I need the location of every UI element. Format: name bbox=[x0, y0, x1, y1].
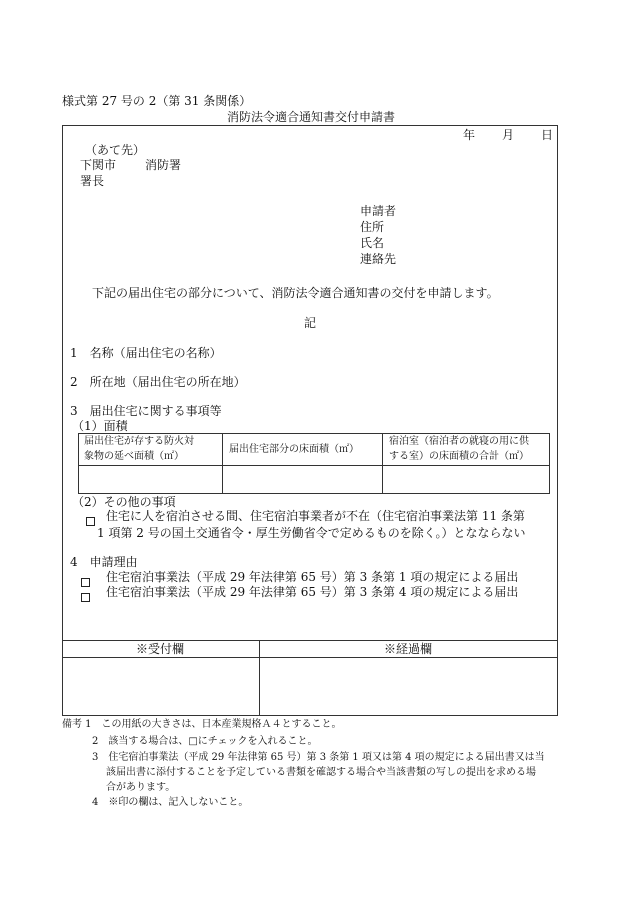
request-statement: 下記の届出住宅の部分について、消防法令適合通知書の交付を申請します。 bbox=[92, 286, 499, 300]
reason-1-checkbox[interactable] bbox=[81, 573, 90, 589]
item-1-name: 1 名称（届出住宅の名称） bbox=[70, 346, 222, 360]
area-input-floor[interactable] bbox=[223, 466, 382, 493]
item-3-matters: 3 届出住宅に関する事項等 bbox=[70, 404, 222, 418]
addressee-chief: 署長 bbox=[80, 174, 105, 188]
area-input-building[interactable] bbox=[79, 466, 222, 493]
area-input-guestroom[interactable] bbox=[383, 466, 549, 493]
area-header-guestroom-line2: する室）の床面積の合計（㎡） bbox=[389, 451, 529, 462]
date-day: 日 bbox=[541, 128, 554, 142]
note-1: 備考 1 この用紙の大きさは、日本産業規格Ａ４とすること。 bbox=[62, 719, 342, 730]
note-4: 4 ※印の欄は、記入しないこと。 bbox=[92, 797, 249, 808]
applicant-name-label: 氏名 bbox=[360, 236, 385, 250]
form-title: 消防法令適合通知書交付申請書 bbox=[227, 110, 396, 124]
applicant-contact-label: 連絡先 bbox=[360, 252, 397, 266]
progress-field bbox=[260, 658, 557, 715]
date-year: 年 bbox=[463, 128, 476, 142]
reason-2-text: 住宅宿泊事業法（平成 29 年法律第 65 号）第 3 条第 4 項の規定による届出 bbox=[106, 585, 519, 599]
applicant-heading: 申請者 bbox=[360, 204, 397, 218]
other-line-2: 1 項第 2 号の国土交通省令・厚生労働省令で定めるものを除く。）となならない bbox=[97, 526, 526, 540]
addressee-city: 下関市 bbox=[80, 158, 117, 172]
area-header-building-line1: 届出住宅が存する防火対 bbox=[84, 436, 194, 447]
addressee-label: （あて先） bbox=[85, 143, 146, 157]
progress-header: ※経過欄 bbox=[384, 642, 433, 656]
item-4-reason: 4 申請理由 bbox=[70, 555, 138, 569]
note-2: 2 該当する場合は、□にチェックを入れること。 bbox=[92, 736, 318, 747]
other-checkbox[interactable] bbox=[86, 512, 95, 528]
reception-header: ※受付欄 bbox=[136, 642, 185, 656]
area-header-building-line2: 象物の延べ面積（㎡） bbox=[84, 451, 184, 462]
sub-1-area: （1）面積 bbox=[72, 419, 128, 433]
reason-1-text: 住宅宿泊事業法（平成 29 年法律第 65 号）第 3 条第 1 項の規定による届出 bbox=[106, 570, 519, 584]
note-3-line2: 該届出書に添付することを予定している書類を確認する場合や当該書類の写しの提出を求める場 bbox=[106, 767, 536, 778]
reception-field bbox=[63, 658, 259, 715]
note-3-line1: 3 住宅宿泊事業法（平成 29 年法律第 65 号）第 3 条第 1 項又は第 4 項の規定による届出書又は当 bbox=[92, 752, 545, 763]
other-line-1: 住宅に人を宿泊させる間、住宅宿泊事業者が不在（住宅宿泊事業法第 11 条第 bbox=[106, 509, 525, 523]
form-number: 様式第 27 号の 2（第 31 条関係） bbox=[62, 94, 252, 108]
ki-label: 記 bbox=[304, 316, 317, 330]
date-month: 月 bbox=[502, 128, 515, 142]
sub-2-other: （2）その他の事項 bbox=[72, 495, 176, 509]
area-header-guestroom-line1: 宿泊室（宿泊者の就寝の用に供 bbox=[389, 436, 529, 447]
item-2-location: 2 所在地（届出住宅の所在地） bbox=[70, 375, 246, 389]
addressee-dept: 消防署 bbox=[145, 158, 182, 172]
applicant-address-label: 住所 bbox=[360, 220, 385, 234]
note-3-line3: 合があります。 bbox=[106, 782, 176, 793]
area-header-floor: 届出住宅部分の床面積（㎡） bbox=[229, 444, 359, 455]
reason-2-checkbox[interactable] bbox=[81, 588, 90, 604]
